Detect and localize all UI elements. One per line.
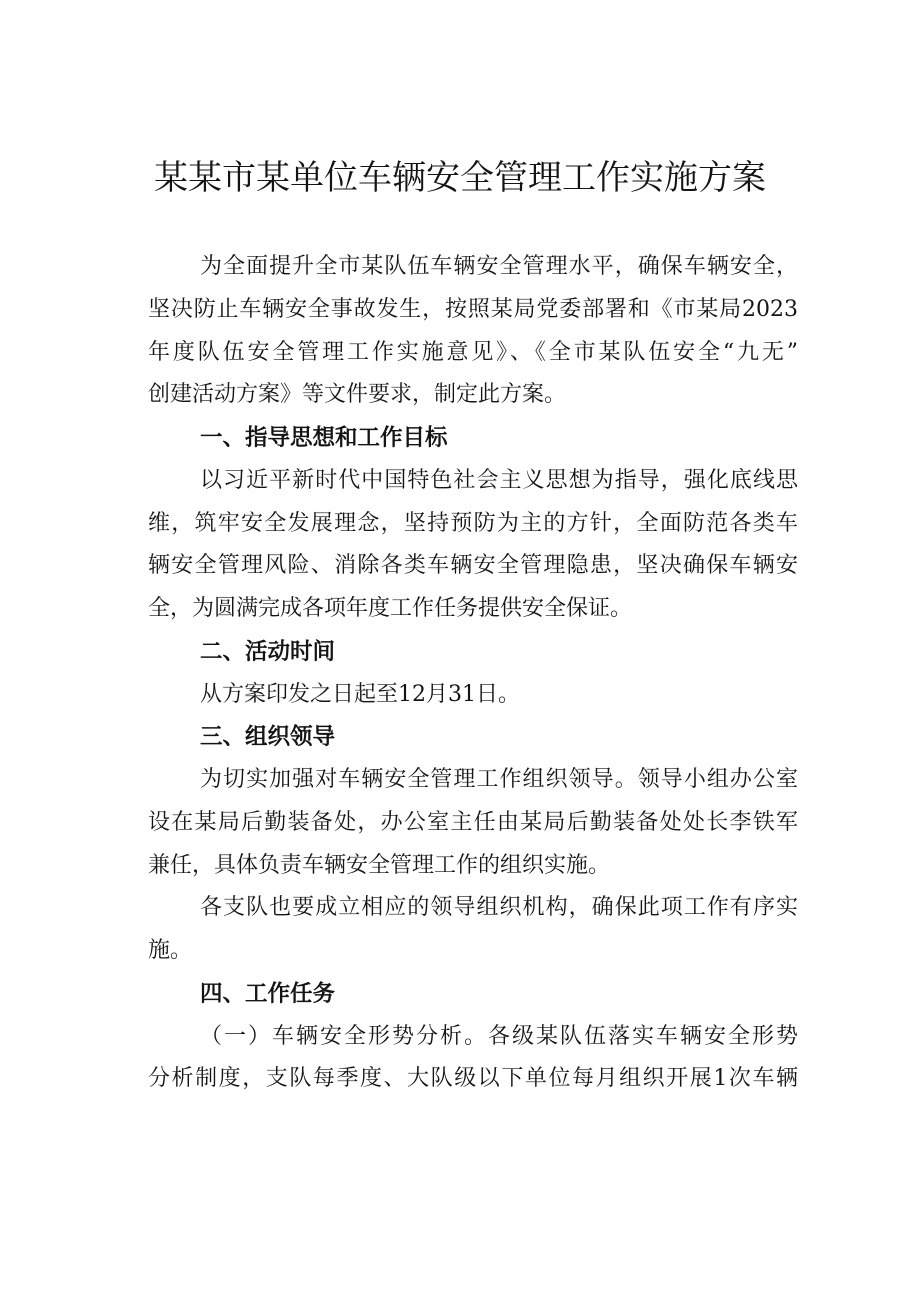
section-heading: 四、工作任务 (200, 980, 336, 1007)
section-heading: 二、活动时间 (200, 638, 336, 665)
intro-paragraph (148, 246, 798, 417)
paragraph-line: 辆安全管理风险、消除各类车辆安全管理隐患，坚决确保车辆安 (148, 553, 798, 579)
paragraph-line: 施。 (148, 938, 193, 963)
section-paragraph (148, 460, 798, 631)
section-paragraph (148, 674, 798, 717)
paragraph-line: 创建活动方案》等文件要求，制定此方案。 (148, 382, 567, 408)
paragraph-line: 分析制度，支队每季度、大队级以下单位每月组织开展1次车辆 (148, 1066, 798, 1092)
paragraph-line: 设在某局后勤装备处，办公室主任由某局后勤装备处处长李铁军 (148, 809, 798, 835)
section-guiding-ideology (148, 417, 798, 631)
paragraph-line: 从方案印发之日起至12月31日。 (200, 681, 520, 707)
document-body (148, 246, 798, 1101)
paragraph-line: 坚决防止车辆安全事故发生，按照某局党委部署和《市某局2023 (148, 296, 798, 322)
section-heading: 三、组织领导 (200, 724, 336, 751)
paragraph-line: 维，筑牢安全发展理念，坚持预防为主的方针，全面防范各类车 (148, 510, 798, 536)
section-paragraph (148, 1016, 798, 1102)
section-heading: 一、指导思想和工作目标 (200, 425, 448, 451)
paragraph-line: （一）车辆安全形势分析。各级某队伍落实车辆安全形势 (200, 1023, 798, 1049)
paragraph-line: 各支队也要成立相应的领导组织机构，确保此项工作有序实 (200, 895, 798, 921)
document-title: 某某市某单位车辆安全管理工作实施方案 (154, 158, 766, 198)
paragraph-line: 兼任，具体负责车辆安全管理工作的组织实施。 (148, 852, 611, 878)
section-organization (148, 716, 798, 973)
paragraph-line: 为切实加强对车辆安全管理工作组织领导。领导小组办公室 (200, 767, 798, 792)
paragraph-line: 以习近平新时代中国特色社会主义思想为指导，强化底线思 (200, 467, 798, 493)
paragraph-line: 为全面提升全市某队伍车辆安全管理水平，确保车辆安全， (200, 254, 798, 279)
section-paragraph (148, 887, 798, 973)
paragraph-line: 全，为圆满完成各项年度工作任务提供安全保证。 (148, 596, 633, 621)
section-paragraph (148, 759, 798, 887)
section-activity-time (148, 631, 798, 717)
section-work-tasks (148, 973, 798, 1101)
paragraph-line: 年度队伍安全管理工作实施意见》、《全市某队伍安全“九无” (148, 339, 798, 365)
